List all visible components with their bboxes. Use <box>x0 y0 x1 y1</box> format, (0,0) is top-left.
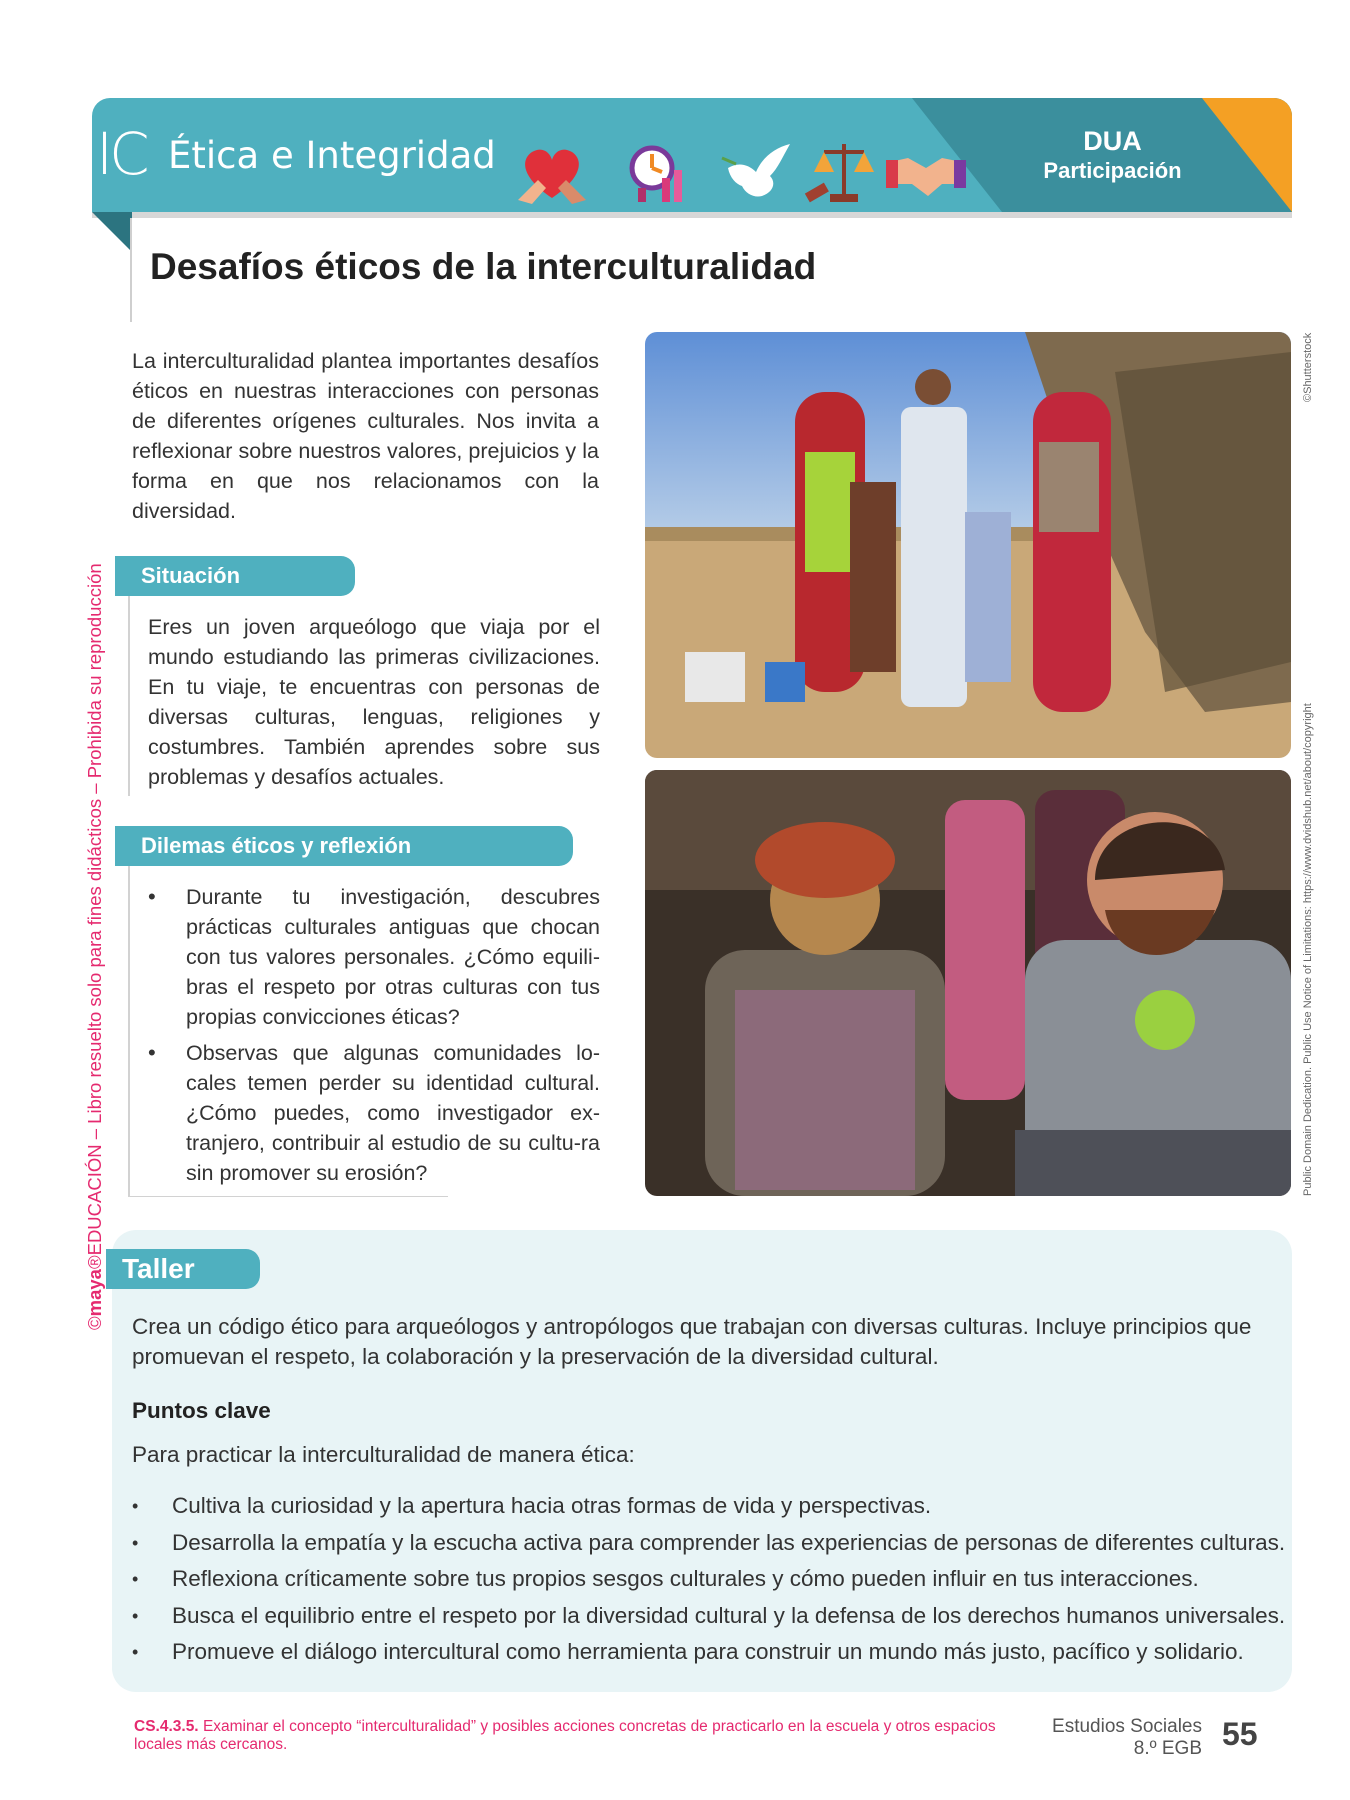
puntos-clave-intro: Para practicar la interculturalidad de manera ética: <box>132 1442 635 1467</box>
copyright-text: ®EDUCACIÓN – Libro resuelto solo para fines didácticos – Prohibida su reproducción <box>84 563 105 1270</box>
standard-text: Examinar el concepto “interculturalidad” y posibles acciones concretas de practicarlo en la escuela y otros espacios locales más cercanos. <box>134 1718 996 1753</box>
dua-title: DUA <box>1083 126 1142 156</box>
situacion-label: Situación <box>115 556 355 596</box>
dove-icon <box>718 138 798 208</box>
curriculum-standard <box>134 1718 1014 1754</box>
handshake-icon <box>886 138 966 208</box>
dilemas-list <box>148 882 600 1194</box>
taller-label: Taller <box>106 1249 260 1289</box>
list-item: • Reflexiona críticamente sobre tus propios sesgos culturales y cómo pueden influir en tus interacciones. <box>132 1561 1292 1598</box>
dilemas-rule <box>128 866 130 1196</box>
dilemas-bottom-rule <box>128 1196 448 1197</box>
footer-grade: 8.º EGB <box>1133 1738 1202 1759</box>
section-title: Ética e Integridad <box>168 134 496 177</box>
standard-code: CS.4.3.5. <box>134 1718 199 1735</box>
puntos-clave-list <box>132 1488 1292 1671</box>
situacion-text: Eres un joven arqueólogo que viaja por el mundo estudiando las primeras civilizaciones. En tu viaje, te encuentras con personas de diversas culturas, lenguas, religiones y costumbres. También aprendes sobre sus problemas y desafíos actuales. <box>148 615 600 789</box>
puntos-clave-title: Puntos clave <box>132 1398 271 1423</box>
brand-name: maya <box>84 1269 105 1317</box>
ic-logo: IC <box>96 120 146 188</box>
title-divider <box>130 218 132 322</box>
heart-hands-icon <box>512 138 592 208</box>
list-item: • Observas que algunas comunidades lo-cales temen perder su identidad cultural. ¿Cómo puedes, como investigador ex-tranjero, contribuir al estudio de su cultu-ra sin promover su erosión? <box>148 1038 600 1188</box>
dilemas-label: Dilemas éticos y reflexión <box>115 826 573 866</box>
page-title: Desafíos éticos de la interculturalidad <box>150 246 817 287</box>
side-copyright <box>84 563 106 1330</box>
dua-subtitle: Participación <box>1043 158 1182 183</box>
copyright-symbol: © <box>84 1316 105 1330</box>
list-item: • Busca el equilibrio entre el respeto por la diversidad cultural y la defensa de los derechos humanos universales. <box>132 1598 1292 1635</box>
footer-subject: Estudios Sociales <box>1052 1716 1202 1737</box>
photo-credit-dvidshub: Public Domain Dedication. Public Use Notice of Limitations: https://www.dvidshub.net/about/copyright <box>1302 703 1314 1196</box>
photo-credit-shutterstock: ©Shutterstock <box>1302 332 1314 402</box>
list-item: • Desarrolla la empatía y la escucha activa para comprender las experiencias de personas de diferentes culturas. <box>132 1525 1292 1562</box>
banner-fold <box>92 212 132 252</box>
clock-chart-icon <box>618 138 698 208</box>
list-item: • Cultiva la curiosidad y la apertura hacia otras formas de vida y perspectivas. <box>132 1488 1292 1525</box>
list-item: • Durante tu investigación, descubres prácticas culturales antiguas que chocan con tus valores personales. ¿Cómo equili-bras el respeto por otras culturas con tus propias convicciones éticas? <box>148 882 600 1032</box>
photo-elder-and-visitor <box>645 770 1291 1196</box>
taller-text: Crea un código ético para arqueólogos y antropólogos que trabajan con diversas culturas. Incluye principios que promuevan el respeto, la colaboración y la preservación de la diversidad cultural. <box>132 1314 1252 1369</box>
list-item: • Promueve el diálogo intercultural como herramienta para construir un mundo más justo, pacífico y solidario. <box>132 1634 1292 1671</box>
photo-family-desert <box>645 332 1291 758</box>
banner-shadow <box>92 212 1292 218</box>
page-number: 55 <box>1222 1716 1258 1752</box>
situacion-rule <box>128 596 130 796</box>
scales-gavel-icon <box>804 138 884 208</box>
intro-paragraph: La interculturalidad plantea importantes desafíos éticos en nuestras interacciones con personas de diferentes orígenes culturales. Nos invita a reflexionar sobre nuestros valores, prejuicios y la forma en que nos relacionamos con la diversidad. <box>132 349 599 523</box>
